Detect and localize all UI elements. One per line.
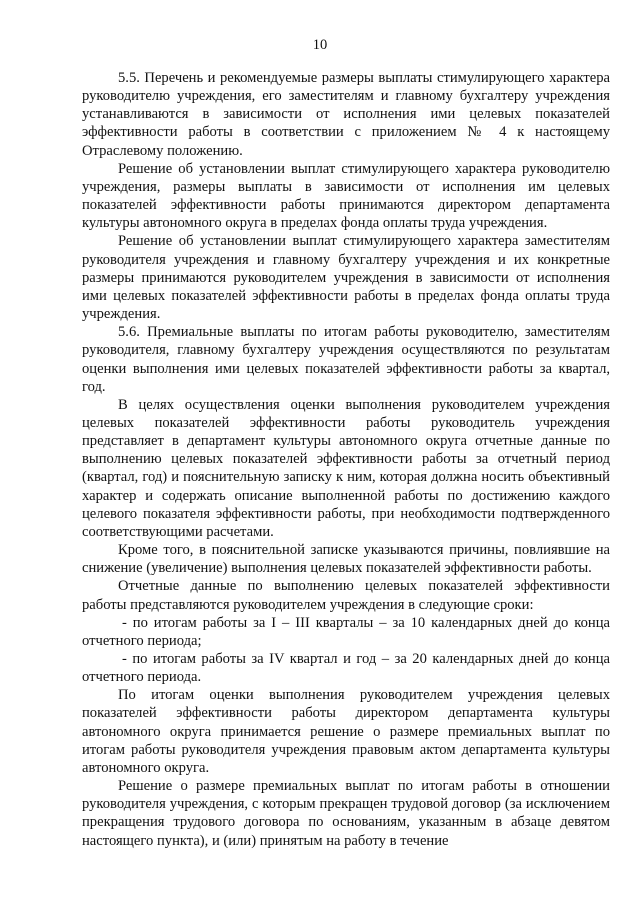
paragraph: Решение об установлении выплат стимулирующего характера заместителям руководителя учреждения и главному бухгалтеру учреждения и их конкретные размеры принимаются руководителем учреждения в зависимости от исполнения ими целевых показателей эффективности работы в пределах фонда оплаты труда учреждения. xyxy=(82,233,610,323)
document-body xyxy=(82,69,610,850)
paragraph: Решение об установлении выплат стимулирующего характера руководителю учреждения, размеры выплаты в зависимости от исполнения им целевых показателей эффективности работы принимаются директором департамента культуры автономного округа в пределах фонда оплаты труда учреждения. xyxy=(82,160,610,232)
list-item: - по итогам работы за IV квартал и год – за 20 календарных дней до конца отчетного периода. xyxy=(82,651,610,686)
paragraph: Решение о размере премиальных выплат по итогам работы в отношении руководителя учреждения, с которым прекращен трудовой договор (за исключением прекращения трудового договора по основаниям, указанным в абзаце девятом настоящего пункта), и (или) принятым на работу в течение xyxy=(82,778,610,849)
paragraph: 5.5. Перечень и рекомендуемые размеры выплаты стимулирующего характера руководителю учреждения, его заместителям и главному бухгалтеру учреждения устанавливаются в зависимости от исполнения ими целевых показателей эффективности работы в соответствии с приложением № 4 к настоящему Отраслевому положению. xyxy=(82,70,610,159)
list-item: - по итогам работы за I – III кварталы – за 10 календарных дней до конца отчетного периода; xyxy=(82,614,610,649)
paragraph: 5.6. Премиальные выплаты по итогам работы руководителю, заместителям руководителя, главному бухгалтеру учреждения осуществляются по результатам оценки выполнения ими целевых показателей эффективности работы за квартал, год. xyxy=(82,324,610,395)
page-number: 10 xyxy=(312,37,328,53)
paragraph: По итогам оценки выполнения руководителем учреждения целевых показателей эффективности работы директором департамента культуры автономного округа принимается решение о размере премиальных выплат по итогам работы руководителя учреждения правовым актом департамента культуры автономного округа. xyxy=(82,687,610,776)
paragraph: Кроме того, в пояснительной записке указываются причины, повлиявшие на снижение (увеличение) выполнения целевых показателей эффективности работы. xyxy=(82,542,610,577)
paragraph: Отчетные данные по выполнению целевых показателей эффективности работы представляются руководителем учреждения в следующие сроки: xyxy=(82,578,610,613)
paragraph: В целях осуществления оценки выполнения руководителем учреждения целевых показателей эффективности работы руководитель учреждения представляет в департамент культуры автономного округа отчетные данные по выполнению целевых показателей эффективности работы за отчетный период (квартал, год) и пояснительную записку к ним, которая должна носить объективный характер и содержать описание выполненной работы по достижению каждого целевого показателя эффективности работы, при необходимости подтвержденного соответствующими расчетами. xyxy=(82,396,610,540)
